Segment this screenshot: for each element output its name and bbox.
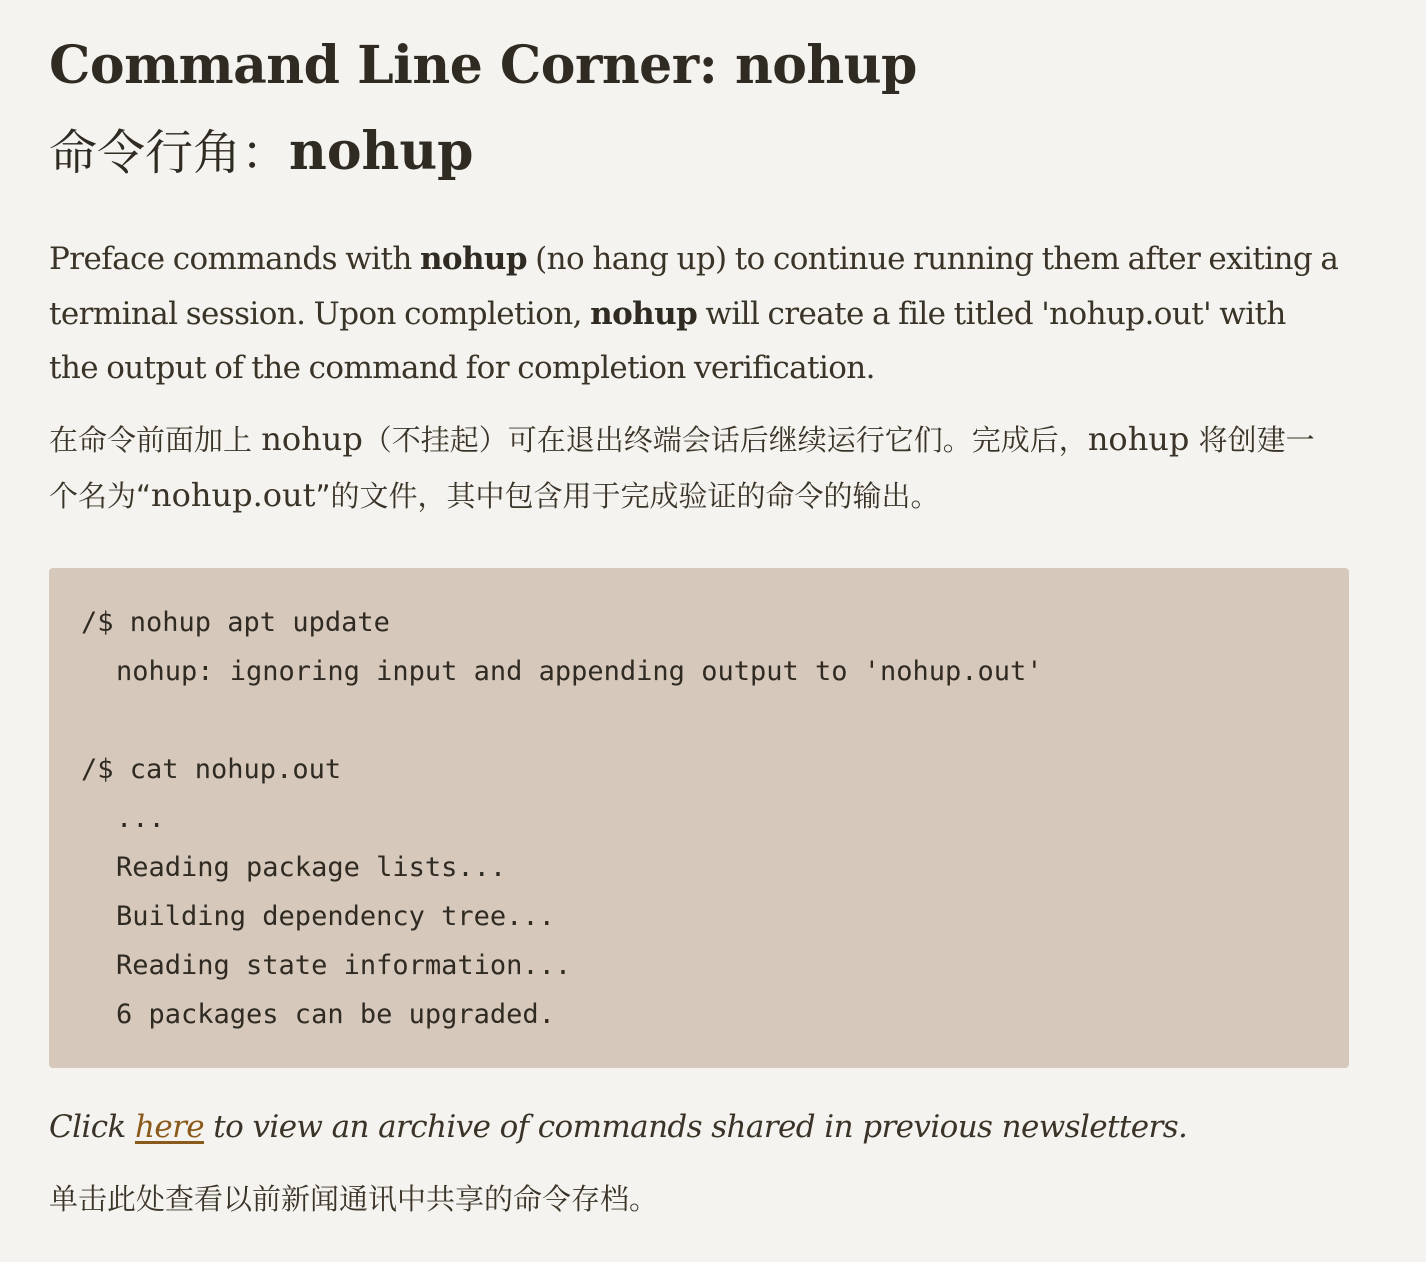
archive-note-before: Click [49, 1109, 135, 1145]
intro-en-command-2: nohup [590, 295, 698, 332]
title-zh-command: nohup [289, 121, 474, 182]
intro-paragraph-english [49, 232, 1339, 396]
intro-zh-part2: （不挂起）可在退出终端会话后继续运行它们。完成后， [362, 423, 1088, 457]
archive-note-english [49, 1100, 1187, 1154]
code-line-output: Reading package lists... [116, 852, 507, 883]
code-line-output: 6 packages can be upgraded. [116, 999, 555, 1030]
code-line-output: Reading state information... [116, 950, 572, 981]
code-line-output: ... [116, 803, 165, 834]
intro-zh-command-1: nohup [261, 420, 363, 458]
code-line-command: /$ cat nohup.out [81, 754, 342, 785]
title-en-text: Command Line Corner: nohup [49, 35, 917, 96]
code-line-command: /$ nohup apt update [81, 607, 390, 638]
archive-note-after: to view an archive of commands shared in previous newsletters. [204, 1109, 1188, 1145]
intro-zh-filename: nohup.out [151, 476, 316, 514]
intro-zh-command-2: nohup [1087, 420, 1190, 458]
intro-en-part3: will create a file titled 'nohup.out' with the output of the command for completion verification. [49, 295, 1286, 386]
intro-zh-part1: 在命令前面加上 [49, 423, 262, 457]
archive-note-chinese: 单击此处查看以前新闻通讯中共享的命令存档。 [49, 1182, 659, 1216]
code-block [49, 568, 1349, 1068]
code-line-output: Building dependency tree... [116, 901, 555, 932]
code-line-blank [81, 696, 1317, 745]
intro-zh-part4: ”的文件，其中包含用于完成验证的命令的输出。 [315, 479, 940, 513]
archive-link[interactable]: here [134, 1109, 205, 1145]
intro-paragraph-chinese [49, 412, 1339, 524]
intro-en-part1: Preface commands with [49, 241, 420, 277]
title-zh-prefix: 命令行角： [49, 125, 290, 181]
page-title-chinese [49, 116, 473, 189]
intro-zh-part3: 将创建一个名为“ [49, 423, 1315, 513]
code-line-output: nohup: ignoring input and appending output to 'nohup.out' [116, 656, 1043, 687]
page-title-english [49, 30, 917, 102]
intro-en-part2: (no hang up) to continue running them after exiting a terminal session. Upon completion, [49, 241, 1339, 332]
intro-en-command-1: nohup [419, 241, 527, 277]
